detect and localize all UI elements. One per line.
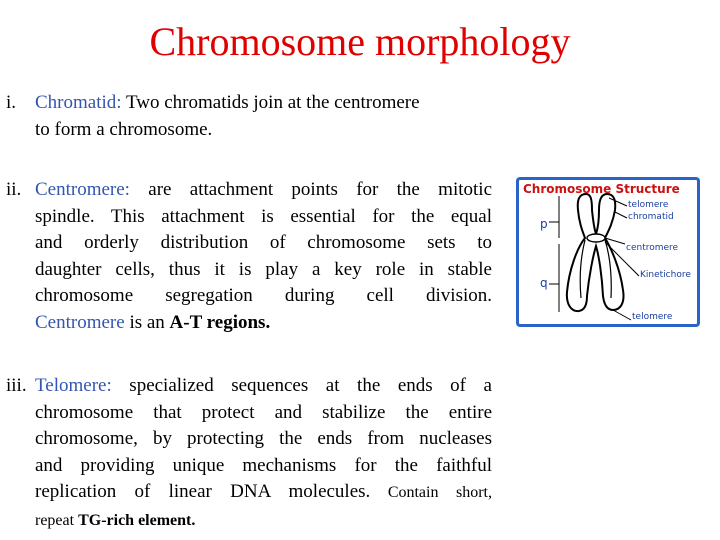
list-item-chromatid (6, 90, 496, 143)
chromosome-structure-figure (516, 177, 700, 327)
bold-text: A-T regions. (169, 311, 271, 333)
item-text: is an (124, 311, 170, 333)
term-centromere-inline: Centromere (35, 311, 125, 333)
item-text-line: and orderly distribution of chromosome sets to (35, 232, 492, 254)
label-kinetichore: Kinetichore (640, 270, 691, 280)
item-text-line: chromosome that protect and stabilize the entire (35, 401, 492, 423)
label-telomere-top: telomere (628, 200, 669, 210)
pointer-chromatid (615, 212, 627, 218)
list-item-telomere (6, 373, 492, 535)
item-text-line: daughter cells, thus it is play a key role in stable (35, 258, 492, 280)
item-text: are attachment points for the mitotic (129, 179, 492, 200)
item-text: specialized sequences at the ends of a (111, 375, 492, 396)
label-chromatid: chromatid (628, 212, 674, 222)
label-centromere: centromere (626, 243, 679, 253)
item-text-line: spindle. This attachment is essential for the equal (35, 205, 492, 227)
centromere-mark (587, 234, 605, 242)
term-telomere: Telomere: (35, 375, 112, 396)
item-text-line: to form a chromosome. (35, 118, 213, 140)
arm-label-q: q (540, 276, 548, 290)
item-text: Two chromatids join at the centromere (121, 92, 420, 113)
item-marker: iii. (6, 375, 27, 396)
pointer-telomere-bottom (613, 310, 631, 320)
list-item-centromere (6, 177, 492, 337)
item-marker: ii. (6, 179, 22, 200)
item-text-small: repeat (35, 511, 79, 529)
item-text-line: chromosome segregation during cell division. (35, 285, 492, 307)
term-centromere: Centromere: (35, 179, 130, 200)
term-chromatid: Chromatid: (35, 92, 122, 113)
item-text-line: and providing unique mechanisms for the faithful (35, 454, 492, 476)
item-text: replication of linear DNA molecules. (35, 481, 371, 503)
figure-title: Chromosome Structure (523, 182, 680, 196)
item-marker: i. (6, 92, 17, 113)
item-text-line: chromosome, by protecting the ends from nucleases (35, 428, 492, 450)
page-title: Chromosome morphology (149, 19, 571, 64)
item-text-small: Contain short, (370, 484, 492, 502)
arm-label-p: p (540, 217, 548, 231)
bold-text: TG-rich element. (78, 511, 196, 529)
label-telomere-bottom: telomere (632, 312, 673, 322)
